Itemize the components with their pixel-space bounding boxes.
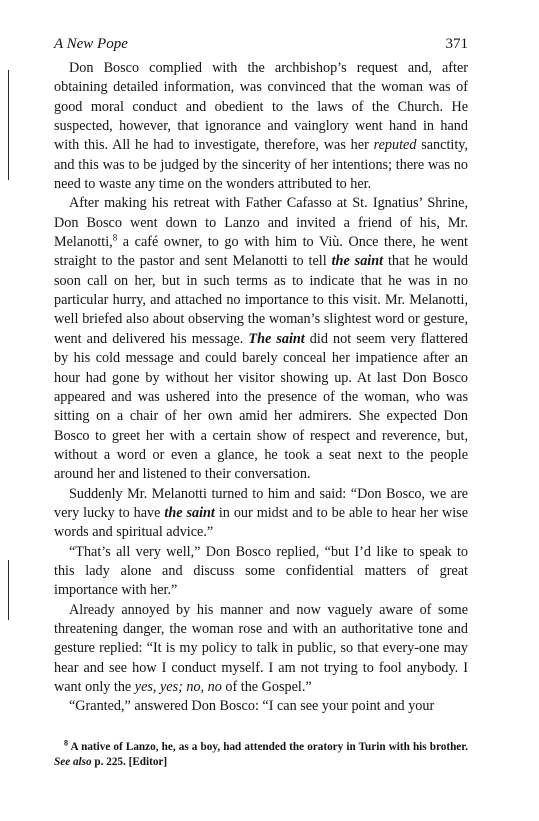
page-number: 371 xyxy=(445,36,468,52)
paragraph xyxy=(54,485,468,543)
text-run: After making his retreat with Father Cafasso at St. Ignatius’ Shrine, Don Bosco went down to Lanzo and invited a friend of his, Mr. Melanotti, xyxy=(54,195,468,251)
text-run: of the Gospel.” xyxy=(221,679,312,695)
text-run: “Granted,” answered Don Bosco: “I can see your point and your xyxy=(69,698,435,715)
scan-edge-line xyxy=(8,70,9,180)
italic-text: See also xyxy=(54,755,92,768)
text-run: Don Bosco complied with the archbishop’s request and, after obtaining detailed information, was convinced that the woman was of good moral conduct and obedient to the laws of the Church. He suspected, however, that ignorance and vainglory went hand in hand with this. All he had to investigate, therefore, was her xyxy=(54,60,468,154)
paragraph xyxy=(54,194,468,484)
text-run: Already annoyed by his manner and now vaguely aware of some threatening danger, the woman rose and with an authoritative tone and gesture replied: “It is my policy to talk in public, so that every-one may hear and see how I conduct myself. I am not trying to fool anybody. I want only the xyxy=(54,601,468,695)
italic-text: reputed xyxy=(373,137,417,154)
footnote-marker: 8 xyxy=(64,738,68,748)
italic-text: yes, yes; no, no xyxy=(134,679,222,695)
emphasized-text: The saint xyxy=(248,330,305,347)
text-run: A native of Lanzo, he, as a boy, had attended the oratory in Turin with his brother. xyxy=(68,741,468,753)
emphasized-text: the saint xyxy=(331,253,384,270)
text-run: a café owner, to go with him to Viù. Once there, he went straight to the pastor and sent Melanotti to tell xyxy=(54,234,468,270)
emphasized-text: the saint xyxy=(164,504,215,521)
paragraph xyxy=(54,697,468,716)
paragraph xyxy=(54,601,468,698)
text-run: sanctity, and this was to be judged by the sincerity of her intentions; there was no need to waste any time on the wonders attributed to her. xyxy=(54,137,468,193)
text-run: p. 225. [Editor] xyxy=(91,755,168,768)
text-run: Suddenly Mr. Melanotti turned to him and said: “Don Bosco, we are very lucky to have xyxy=(54,485,468,521)
page-header xyxy=(54,36,468,56)
paragraph xyxy=(54,543,468,601)
scan-edge-line xyxy=(8,560,9,620)
text-run: did not seem very flattered by his cold message and could barely conceal her impatience after an hour had gone by without her visitor showing up. At last Don Bosco appeared and was ushered into the presence of the woman, who was sitting on a chair of her own amid her admirers. She expected Don Bosco to greet her with a certain show of respect and reverence, but, without a word or even a glance, he took a seat next to the people around her and listened to their conversation. xyxy=(54,330,468,483)
text-run: in our midst and to be able to hear her wise words and spiritual advice.” xyxy=(54,504,469,541)
text-run: “That’s all very well,” Don Bosco replied, “but I’d like to speak to this lady alone and discuss some confidential matters of great importance with her.” xyxy=(54,543,468,599)
text-run: that he would soon call on her, but in such terms as to indicate that he was in no particular hurry, and attached no importance to this visit. Mr. Melanotti, well briefed also about observing the woman’s slightest word or gesture, went and delivered his message. xyxy=(54,253,468,347)
paragraph xyxy=(54,59,468,194)
footnote-marker: 8 xyxy=(112,232,118,243)
body-text xyxy=(54,59,468,717)
running-title: A New Pope xyxy=(54,36,128,52)
footnote xyxy=(54,740,468,769)
